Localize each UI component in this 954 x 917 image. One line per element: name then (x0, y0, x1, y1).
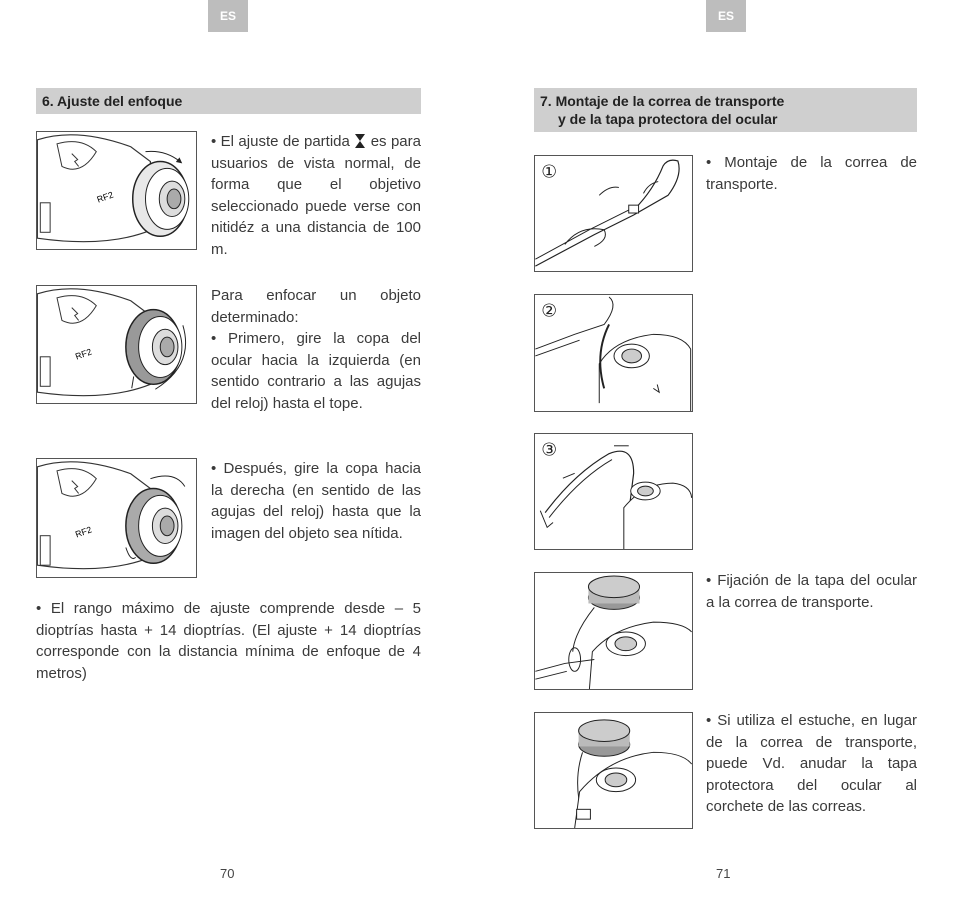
svg-text:①: ① (541, 162, 558, 183)
focus-text-3: • Después, gire la copa hacia la derecha (en sentido de las agujas del reloj) hasta que la imagen del objeto sea nítida. (211, 460, 421, 542)
strap-text-2: • Fijación de la tapa del ocular a la correa de transporte. (706, 572, 917, 611)
figure-cap-attach (534, 572, 693, 690)
section-title-focus: 6. Ajuste del enfoque (36, 88, 421, 114)
page-number-right: 71 (716, 866, 731, 881)
svg-text:③: ③ (541, 440, 558, 461)
figure-eyepiece-clockwise (36, 458, 197, 578)
language-tab-right: ES (706, 0, 746, 32)
svg-text:②: ② (541, 301, 558, 322)
strap-text-1: • Montaje de la correa de transporte. (706, 154, 917, 193)
svg-text:RF2: RF2 (73, 524, 94, 540)
focus-text-1: • El ajuste de partida es para usuarios de vista normal, de forma que el objetivo seleccionado puede verse con nitidéz a una distancia de 100 m. (211, 133, 421, 258)
figure-cap-case (534, 712, 693, 829)
hourglass-icon (354, 134, 366, 148)
figure-strap-step-3 (534, 433, 693, 550)
language-tab-left: ES (208, 0, 248, 32)
svg-text:RF2: RF2 (73, 346, 94, 362)
figure-eyepiece-start (36, 131, 197, 250)
section-title-strap: 7. Montaje de la correa de transporte y de la tapa protectora del ocular (534, 88, 917, 132)
figure-strap-step-1 (534, 155, 693, 272)
focus-text-2: Para enfocar un objeto determinado: • Primero, gire la copa del ocular hacia la izquierda (en sentido contrario a las agujas del reloj) hasta el tope. (211, 287, 421, 412)
focus-text-range: • El rango máximo de ajuste comprende desde – 5 dioptrías hasta + 14 dioptrías. (El ajuste + 14 dioptrías corresponde con la distancia mínima de enfoque de 4 metros) (36, 600, 421, 682)
figure-eyepiece-counterclockwise (36, 285, 197, 404)
page-number-left: 70 (220, 866, 235, 881)
figure-strap-step-2 (534, 294, 693, 412)
strap-text-3: • Si utiliza el estuche, en lugar de la correa de transporte, puede Vd. anudar la tapa protectora del ocular al corchete de las correas. (706, 712, 917, 815)
svg-text:RF2: RF2 (95, 189, 115, 205)
